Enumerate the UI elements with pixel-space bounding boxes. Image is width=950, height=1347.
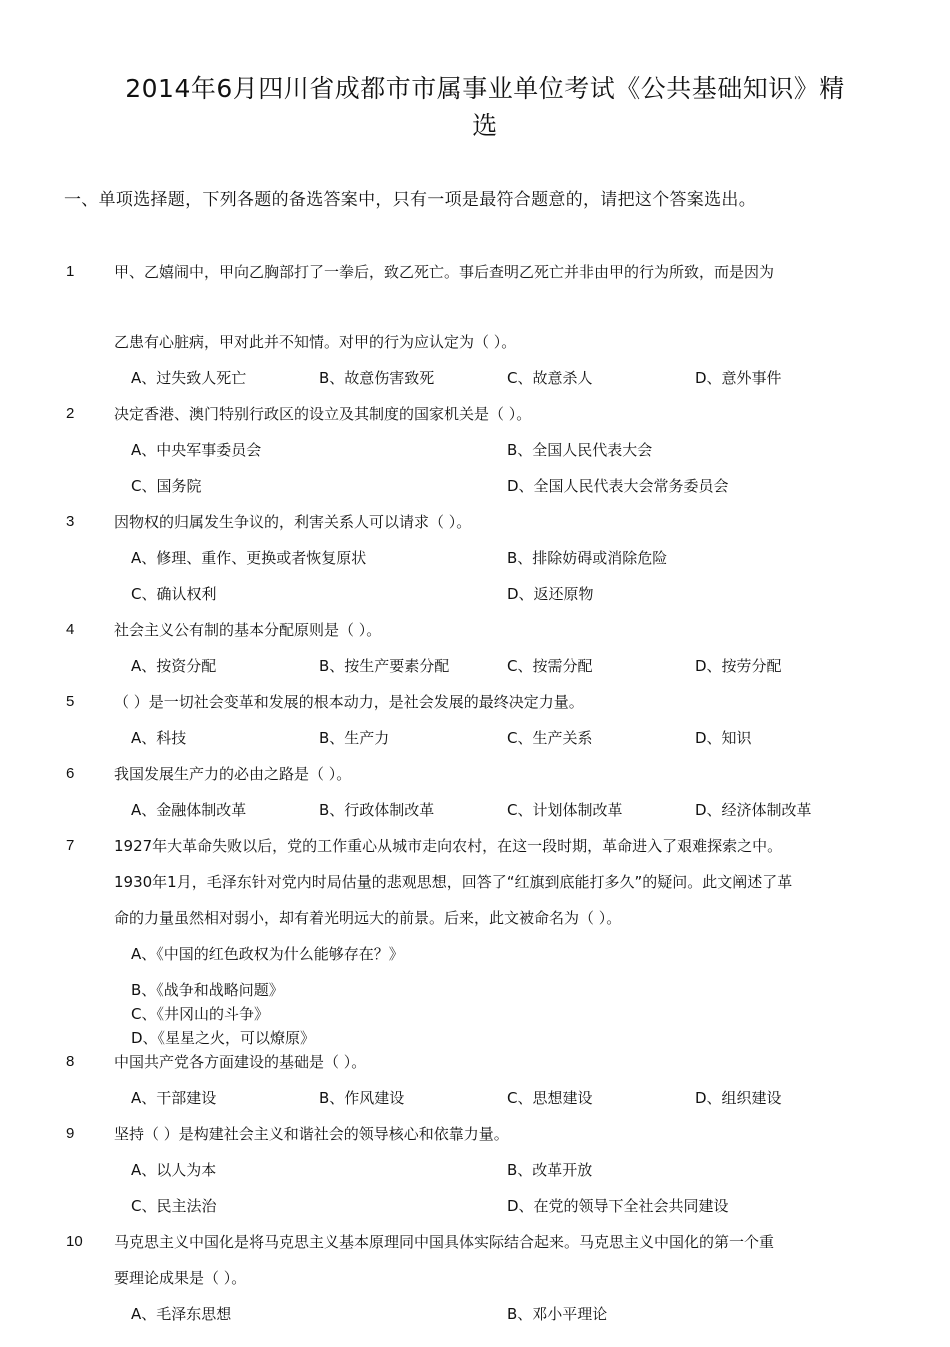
option-a: A、金融体制改革 <box>131 801 247 819</box>
option-b: B、改革开放 <box>507 1161 593 1179</box>
option-d: D、知识 <box>695 729 752 747</box>
option-b: B、排除妨碍或消除危险 <box>507 549 668 567</box>
option-b: B、按生产要素分配 <box>319 657 450 675</box>
option-a: A、过失致人死亡 <box>131 369 247 387</box>
option-b: B、故意伤害致死 <box>319 369 435 387</box>
option-a: A、毛泽东思想 <box>131 1305 232 1323</box>
option-c: C、国务院 <box>131 477 202 495</box>
question-number: 5 <box>66 693 75 710</box>
option-c: C、故意杀人 <box>507 369 593 387</box>
question-text: 要理论成果是（ ）。 <box>114 1269 247 1287</box>
question-text: （ ）是一切社会变革和发展的根本动力，是社会发展的最终决定力量。 <box>114 693 584 711</box>
question-text: 因物权的归属发生争议的，利害关系人可以请求（ ）。 <box>114 513 472 531</box>
question-number: 8 <box>66 1053 75 1070</box>
question-text: 决定香港、澳门特别行政区的设立及其制度的国家机关是（ ）。 <box>114 405 532 423</box>
question-number: 7 <box>66 837 75 854</box>
option-a: A、中央军事委员会 <box>131 441 262 459</box>
question-text: 命的力量虽然相对弱小，却有着光明远大的前景。后来，此文被命名为（ ）。 <box>114 909 622 927</box>
option-b: B、全国人民代表大会 <box>507 441 653 459</box>
question-number: 9 <box>66 1125 75 1142</box>
option-b: B、行政体制改革 <box>319 801 435 819</box>
question-text: 中国共产党各方面建设的基础是（ ）。 <box>114 1053 367 1071</box>
question-number: 6 <box>66 765 75 782</box>
option-a: A、科技 <box>131 729 187 747</box>
question-number: 4 <box>66 621 75 638</box>
option-d: D、组织建设 <box>695 1089 782 1107</box>
option-a: A、干部建设 <box>131 1089 217 1107</box>
question-text: 社会主义公有制的基本分配原则是（ ）。 <box>114 621 382 639</box>
option-d: D、返还原物 <box>507 585 594 603</box>
question-text: 我国发展生产力的必由之路是（ ）。 <box>114 765 352 783</box>
question-number: 3 <box>66 513 75 530</box>
option-d: D、经济体制改革 <box>695 801 812 819</box>
option-d: D、在党的领导下全社会共同建设 <box>507 1197 729 1215</box>
option-b: B、《战争和战略问题》 <box>131 981 284 999</box>
question-text: 坚持（ ）是构建社会主义和谐社会的领导核心和依靠力量。 <box>114 1125 509 1143</box>
section-heading: 一、单项选择题，下列各题的备选答案中，只有一项是最符合题意的，请把这个答案选出。 <box>64 190 756 210</box>
option-d: D、按劳分配 <box>695 657 782 675</box>
question-number: 1 <box>66 263 75 280</box>
question-number: 2 <box>66 405 75 422</box>
option-d: D、《星星之火，可以燎原》 <box>131 1029 316 1047</box>
option-b: B、作风建设 <box>319 1089 405 1107</box>
option-c: C、按需分配 <box>507 657 593 675</box>
option-c: C、民主法治 <box>131 1197 217 1215</box>
option-d: D、全国人民代表大会常务委员会 <box>507 477 729 495</box>
question-number: 10 <box>66 1233 83 1250</box>
document-title <box>60 70 910 144</box>
question-text: 1930年1月，毛泽东针对党内时局估量的悲观思想，回答了“红旗到底能打多久”的疑问。此文阐述了革 <box>114 873 793 891</box>
title-line-2: 选 <box>472 111 498 140</box>
title-line-1: 2014年6月四川省成都市市属事业单位考试《公共基础知识》精 <box>125 74 845 103</box>
option-a: A、《中国的红色政权为什么能够存在？》 <box>131 945 404 963</box>
option-a: A、按资分配 <box>131 657 217 675</box>
question-text: 1927年大革命失败以后，党的工作重心从城市走向农村，在这一段时期，革命进入了艰难探索之中。 <box>114 837 783 855</box>
option-a: A、修理、重作、更换或者恢复原状 <box>131 549 367 567</box>
option-b: B、生产力 <box>319 729 390 747</box>
option-d: D、意外事件 <box>695 369 782 387</box>
question-text: 马克思主义中国化是将马克思主义基本原理同中国具体实际结合起来。马克思主义中国化的第一个重 <box>114 1233 775 1251</box>
option-c: C、生产关系 <box>507 729 593 747</box>
option-a: A、以人为本 <box>131 1161 217 1179</box>
option-c: C、《井冈山的斗争》 <box>131 1005 269 1023</box>
question-text: 甲、乙嬉闹中，甲向乙胸部打了一拳后，致乙死亡。事后查明乙死亡并非由甲的行为所致，而是因为 <box>114 263 775 281</box>
question-text: 乙患有心脏病，甲对此并不知情。对甲的行为应认定为（ ）。 <box>114 333 517 351</box>
option-c: C、确认权利 <box>131 585 217 603</box>
option-c: C、思想建设 <box>507 1089 593 1107</box>
option-b: B、邓小平理论 <box>507 1305 608 1323</box>
option-c: C、计划体制改革 <box>507 801 623 819</box>
